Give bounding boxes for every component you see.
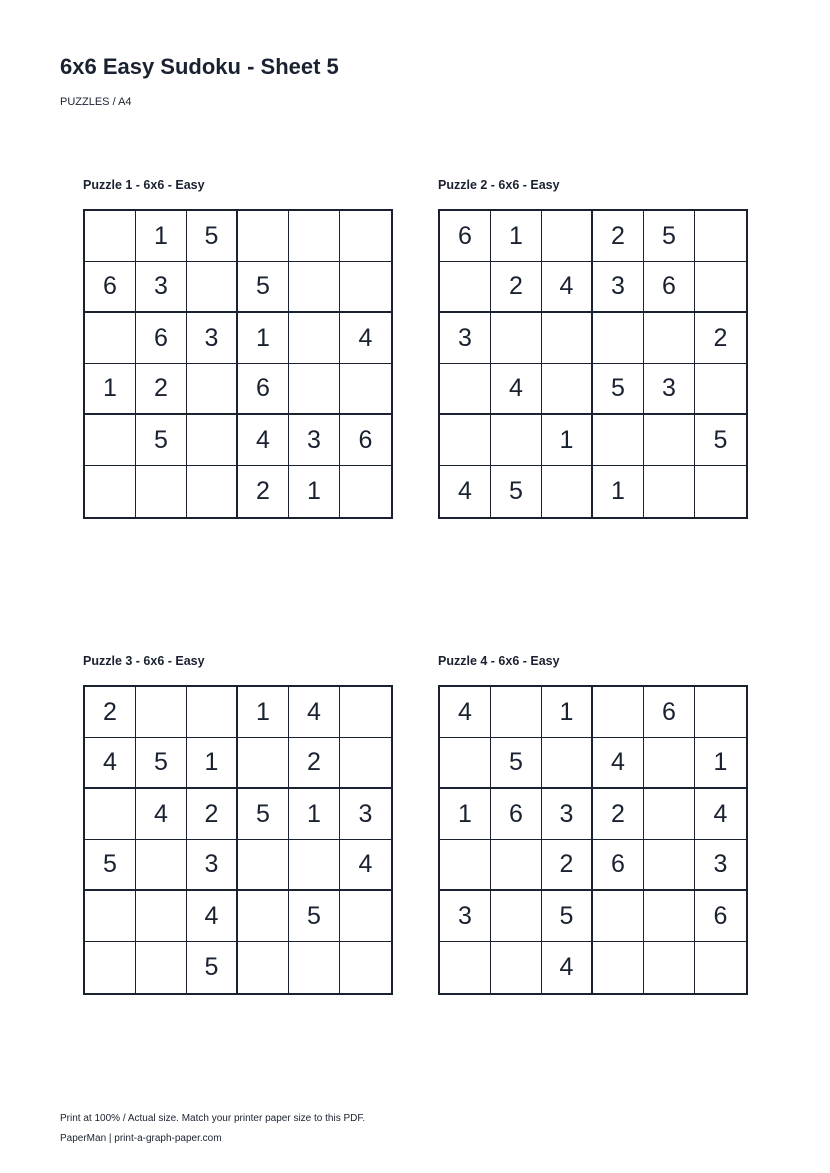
sudoku-cell: 6 — [695, 891, 746, 942]
sudoku-cell: 5 — [644, 211, 695, 262]
sudoku-cell: 1 — [238, 313, 289, 364]
sudoku-cell — [238, 211, 289, 262]
sudoku-cell: 1 — [542, 415, 593, 466]
sudoku-cell — [136, 466, 187, 517]
sudoku-cell: 5 — [136, 415, 187, 466]
sudoku-cell: 2 — [593, 211, 644, 262]
sudoku-cell: 1 — [238, 687, 289, 738]
sudoku-cell — [440, 415, 491, 466]
sudoku-cell — [85, 211, 136, 262]
sudoku-cell — [542, 313, 593, 364]
sudoku-cell — [289, 364, 340, 415]
sudoku-cell — [644, 415, 695, 466]
sudoku-cell — [644, 789, 695, 840]
sudoku-cell — [491, 891, 542, 942]
sudoku-cell: 2 — [238, 466, 289, 517]
sudoku-cell — [644, 466, 695, 517]
sudoku-cell — [187, 687, 238, 738]
sudoku-cell: 3 — [440, 891, 491, 942]
sudoku-cell — [85, 415, 136, 466]
sudoku-cell: 4 — [136, 789, 187, 840]
sudoku-cell — [593, 313, 644, 364]
sudoku-cell: 3 — [695, 840, 746, 891]
sudoku-cell: 6 — [440, 211, 491, 262]
print-instructions: Print at 100% / Actual size. Match your printer paper size to this PDF. — [60, 1113, 366, 1124]
sudoku-cell: 5 — [238, 789, 289, 840]
puzzle-title: Puzzle 1 - 6x6 - Easy — [83, 178, 205, 192]
sudoku-grid — [438, 209, 748, 519]
sudoku-cell — [187, 415, 238, 466]
sudoku-cell: 3 — [136, 262, 187, 313]
sudoku-cell — [136, 891, 187, 942]
sudoku-cell — [85, 313, 136, 364]
sudoku-grid — [83, 209, 393, 519]
sudoku-cell — [644, 840, 695, 891]
sudoku-cell: 4 — [289, 687, 340, 738]
sudoku-cell: 2 — [85, 687, 136, 738]
sudoku-cell — [340, 364, 391, 415]
sudoku-cell: 1 — [289, 789, 340, 840]
sudoku-cell — [340, 942, 391, 993]
sudoku-cell — [85, 942, 136, 993]
sudoku-cell — [187, 466, 238, 517]
sudoku-cell — [542, 738, 593, 789]
sudoku-cell: 3 — [440, 313, 491, 364]
sudoku-cell — [491, 840, 542, 891]
sudoku-cell: 1 — [593, 466, 644, 517]
sudoku-cell: 1 — [491, 211, 542, 262]
sudoku-cell — [136, 687, 187, 738]
sudoku-cell: 4 — [542, 262, 593, 313]
sudoku-cell: 6 — [238, 364, 289, 415]
sudoku-cell — [695, 942, 746, 993]
sudoku-cell: 4 — [695, 789, 746, 840]
sudoku-cell: 2 — [593, 789, 644, 840]
sudoku-cell — [491, 313, 542, 364]
sudoku-cell: 5 — [491, 738, 542, 789]
sudoku-cell: 4 — [491, 364, 542, 415]
sudoku-cell: 1 — [695, 738, 746, 789]
sudoku-cell: 4 — [187, 891, 238, 942]
page-title: 6x6 Easy Sudoku - Sheet 5 — [60, 54, 339, 79]
sudoku-cell — [289, 211, 340, 262]
sudoku-cell — [340, 466, 391, 517]
sudoku-cell — [695, 687, 746, 738]
sudoku-cell: 4 — [340, 840, 391, 891]
sudoku-cell — [440, 942, 491, 993]
sudoku-cell — [542, 211, 593, 262]
sudoku-cell: 6 — [644, 687, 695, 738]
sudoku-cell: 4 — [440, 466, 491, 517]
sudoku-cell: 5 — [289, 891, 340, 942]
sudoku-cell — [340, 211, 391, 262]
sudoku-cell: 3 — [542, 789, 593, 840]
sudoku-cell — [695, 211, 746, 262]
sudoku-cell: 5 — [136, 738, 187, 789]
sudoku-cell — [491, 942, 542, 993]
sudoku-cell: 2 — [187, 789, 238, 840]
sudoku-cell: 1 — [440, 789, 491, 840]
sudoku-grid — [438, 685, 748, 995]
sudoku-cell — [238, 840, 289, 891]
sudoku-cell: 2 — [491, 262, 542, 313]
sudoku-cell — [289, 262, 340, 313]
sudoku-cell: 3 — [187, 840, 238, 891]
sudoku-cell — [440, 364, 491, 415]
sudoku-cell — [85, 891, 136, 942]
sudoku-cell — [695, 364, 746, 415]
page-subtitle: PUZZLES / A4 — [60, 96, 132, 108]
sudoku-cell — [238, 738, 289, 789]
sudoku-cell — [136, 942, 187, 993]
sudoku-cell: 3 — [593, 262, 644, 313]
sudoku-cell — [340, 262, 391, 313]
sudoku-cell — [440, 738, 491, 789]
sudoku-cell: 5 — [187, 211, 238, 262]
sudoku-cell: 2 — [289, 738, 340, 789]
sudoku-cell: 3 — [644, 364, 695, 415]
sudoku-cell — [593, 891, 644, 942]
sudoku-cell: 1 — [187, 738, 238, 789]
sudoku-cell: 4 — [593, 738, 644, 789]
sudoku-cell — [85, 789, 136, 840]
sudoku-cell — [289, 840, 340, 891]
sudoku-cell — [238, 942, 289, 993]
sudoku-cell: 6 — [85, 262, 136, 313]
sudoku-cell: 4 — [340, 313, 391, 364]
sudoku-cell — [491, 415, 542, 466]
sudoku-cell — [289, 313, 340, 364]
sudoku-cell: 4 — [440, 687, 491, 738]
sudoku-cell — [542, 466, 593, 517]
sudoku-cell — [593, 942, 644, 993]
sudoku-cell: 3 — [289, 415, 340, 466]
sudoku-cell — [695, 466, 746, 517]
sudoku-cell — [289, 942, 340, 993]
sudoku-cell — [593, 687, 644, 738]
sudoku-cell — [340, 687, 391, 738]
sudoku-cell: 5 — [491, 466, 542, 517]
sudoku-cell: 3 — [340, 789, 391, 840]
sudoku-cell: 6 — [593, 840, 644, 891]
sudoku-cell — [644, 313, 695, 364]
sudoku-cell: 4 — [85, 738, 136, 789]
sudoku-cell: 5 — [187, 942, 238, 993]
sudoku-cell: 2 — [542, 840, 593, 891]
footer-brand: PaperMan | print-a-graph-paper.com — [60, 1133, 222, 1144]
sudoku-cell: 6 — [491, 789, 542, 840]
sudoku-cell: 4 — [238, 415, 289, 466]
sudoku-cell: 2 — [136, 364, 187, 415]
sudoku-cell — [440, 262, 491, 313]
sudoku-cell — [340, 891, 391, 942]
sudoku-cell: 5 — [85, 840, 136, 891]
sudoku-cell: 1 — [136, 211, 187, 262]
sudoku-cell — [644, 942, 695, 993]
sudoku-cell — [695, 262, 746, 313]
sudoku-cell — [491, 687, 542, 738]
sudoku-cell: 1 — [542, 687, 593, 738]
sudoku-cell — [136, 840, 187, 891]
sudoku-cell — [440, 840, 491, 891]
sudoku-cell: 3 — [187, 313, 238, 364]
sudoku-cell: 6 — [136, 313, 187, 364]
sudoku-cell — [187, 262, 238, 313]
sudoku-cell: 2 — [695, 313, 746, 364]
sudoku-cell: 5 — [593, 364, 644, 415]
sudoku-cell — [644, 738, 695, 789]
sudoku-cell: 6 — [340, 415, 391, 466]
sudoku-cell: 1 — [289, 466, 340, 517]
sudoku-cell — [542, 364, 593, 415]
sudoku-cell: 1 — [85, 364, 136, 415]
puzzle-title: Puzzle 3 - 6x6 - Easy — [83, 654, 205, 668]
sudoku-cell: 5 — [238, 262, 289, 313]
sudoku-cell: 5 — [695, 415, 746, 466]
sudoku-cell — [187, 364, 238, 415]
sudoku-cell — [593, 415, 644, 466]
sudoku-cell: 5 — [542, 891, 593, 942]
sudoku-cell — [85, 466, 136, 517]
puzzle-title: Puzzle 4 - 6x6 - Easy — [438, 654, 560, 668]
sudoku-cell: 6 — [644, 262, 695, 313]
sudoku-cell — [238, 891, 289, 942]
sudoku-cell: 4 — [542, 942, 593, 993]
sudoku-grid — [83, 685, 393, 995]
puzzle-title: Puzzle 2 - 6x6 - Easy — [438, 178, 560, 192]
sudoku-cell — [340, 738, 391, 789]
sudoku-cell — [644, 891, 695, 942]
